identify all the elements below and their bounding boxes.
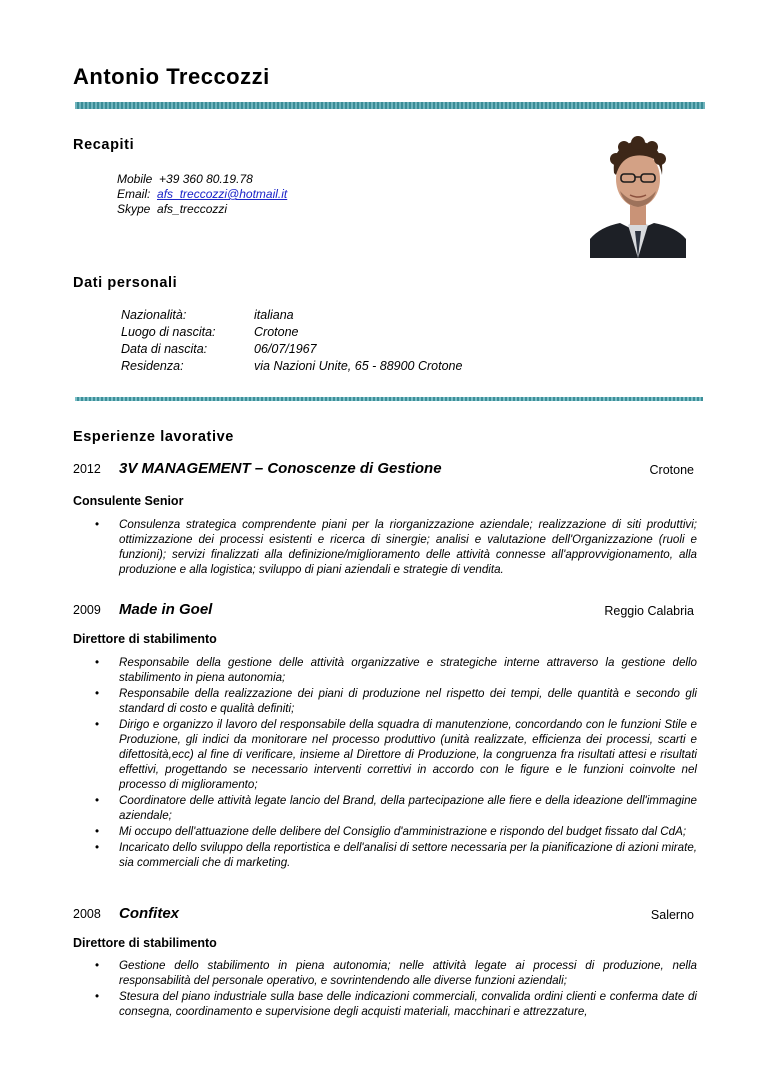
job-year: 2008 bbox=[73, 907, 101, 921]
personal-value: italiana bbox=[254, 308, 294, 322]
personal-row bbox=[121, 358, 462, 375]
list-item bbox=[92, 793, 697, 823]
header-divider bbox=[75, 102, 705, 109]
skype-value: afs_treccozzi bbox=[157, 202, 228, 216]
list-item bbox=[92, 958, 697, 988]
personal-row bbox=[121, 341, 462, 358]
contact-block bbox=[117, 172, 287, 217]
personal-data-table bbox=[121, 307, 462, 375]
personal-row bbox=[121, 307, 462, 324]
duty-text: Responsabile della gestione delle attività organizzative e strategiche interne attraverso la gestione dello stabilimento in piena autonomia; bbox=[119, 656, 697, 684]
bullet-icon: • bbox=[95, 656, 100, 669]
job-city: Crotone bbox=[649, 463, 694, 477]
personal-label: Nazionalità: bbox=[121, 308, 187, 322]
bullet-icon: • bbox=[95, 718, 100, 731]
job-city: Reggio Calabria bbox=[604, 604, 694, 618]
bullet-icon: • bbox=[95, 518, 100, 531]
job-company: Confitex bbox=[119, 905, 179, 922]
section-title-dati-personali: Dati personali bbox=[73, 275, 178, 291]
job-company: Made in Goel bbox=[119, 601, 213, 618]
mobile-label: Mobile bbox=[117, 172, 153, 186]
bullet-icon: • bbox=[95, 959, 100, 972]
bullet-icon: • bbox=[95, 990, 100, 1003]
cv-name: Antonio Treccozzi bbox=[73, 64, 270, 89]
bullet-icon: • bbox=[95, 841, 100, 854]
contact-email bbox=[117, 187, 287, 202]
job-duties-list bbox=[92, 958, 697, 1019]
mobile-value: +39 360 80.19.78 bbox=[159, 172, 253, 186]
bullet-icon: • bbox=[95, 687, 100, 700]
job-role: Consulente Senior bbox=[73, 494, 184, 508]
personal-label: Luogo di nascita: bbox=[121, 325, 216, 339]
job-year: 2012 bbox=[73, 462, 101, 476]
duty-text: Responsabile della realizzazione dei piani di produzione nel rispetto dei tempi, delle quantità e secondo gli standard di costo e qualità definiti; bbox=[119, 687, 697, 715]
personal-value: 06/07/1967 bbox=[254, 342, 317, 356]
section-title-recapiti: Recapiti bbox=[73, 137, 135, 153]
duty-text: Gestione dello stabilimento in piena autonomia; nelle attività legate ai processi di produzione, nella responsabilità del personale operativo, e sovrintendendo alle diverse funzioni aziendali; bbox=[119, 959, 697, 987]
bullet-icon: • bbox=[95, 794, 100, 807]
section-title-esperienze: Esperienze lavorative bbox=[73, 429, 234, 445]
personal-row bbox=[121, 324, 462, 341]
list-item bbox=[92, 840, 697, 870]
skype-label: Skype bbox=[117, 202, 151, 216]
contact-skype bbox=[117, 202, 287, 217]
duty-text: Stesura del piano industriale sulla base delle indicazioni commerciali, convalida ordini clienti e conferma date di consegna, coordinamento e supervisione degli acquisti materiali, macchinari e attrezzature, bbox=[119, 990, 697, 1018]
list-item bbox=[92, 517, 697, 577]
job-year: 2009 bbox=[73, 603, 101, 617]
email-label: Email: bbox=[117, 187, 151, 201]
profile-photo bbox=[590, 135, 686, 258]
personal-value: Crotone bbox=[254, 325, 299, 339]
list-item bbox=[92, 655, 697, 685]
job-company: 3V MANAGEMENT – Conoscenze di Gestione bbox=[119, 460, 442, 477]
personal-label: Residenza: bbox=[121, 359, 184, 373]
duty-text: Coordinatore delle attività legate lancio del Brand, della partecipazione alle fiere e della ideazione dell'immagine aziendale; bbox=[119, 794, 697, 822]
list-item bbox=[92, 717, 697, 792]
job-duties-list bbox=[92, 655, 697, 870]
list-item bbox=[92, 686, 697, 716]
job-role: Direttore di stabilimento bbox=[73, 632, 217, 646]
email-link[interactable]: afs_treccozzi@hotmail.it bbox=[157, 187, 288, 201]
contact-mobile bbox=[117, 172, 287, 187]
job-duties-list bbox=[92, 517, 697, 577]
personal-value: via Nazioni Unite, 65 - 88900 Crotone bbox=[254, 359, 463, 373]
job-role: Direttore di stabilimento bbox=[73, 936, 217, 950]
bullet-icon: • bbox=[95, 825, 100, 838]
list-item bbox=[92, 824, 697, 839]
list-item bbox=[92, 989, 697, 1019]
duty-text: Incaricato dello sviluppo della reportistica e dell'analisi di settore necessaria per la pianificazione di azioni mirate, sia commerciali che di marketing. bbox=[119, 841, 697, 869]
duty-text: Mi occupo dell'attuazione delle delibere del Consiglio d'amministrazione e rispondo del budget fissato dal CdA; bbox=[119, 825, 687, 838]
personal-label: Data di nascita: bbox=[121, 342, 208, 356]
duty-text: Consulenza strategica comprendente piani per la riorganizzazione aziendale; realizzazione di siti produttivi; ottimizzazione dei processi esistenti e ricerca di sinergie; analisi e valutazione dell'Organizzazione (ruoli e funzioni); servizi finalizzati alla definizione/miglioramento delle attività connesse all'approvvigionamento, alla produzione e alla logistica; sviluppo di piani aziendali e strategie di vendita. bbox=[119, 518, 697, 576]
section-divider bbox=[75, 397, 703, 401]
duty-text: Dirigo e organizzo il lavoro del responsabile della squadra di manutenzione, concordando con le funzioni Stile e Produzione, gli indici da monitorare nel processo produttivo (unità realizzate, efficienza dei processi, scarti e difettosità,ecc) al fine di verificare, insieme al Direttore di Produzione, la congruenza fra risultati attesi e risultati effettivi, progettando se necessario interventi correttivi in accordo con le figure e le funzioni coinvolte nel processo di miglioramento; bbox=[119, 718, 697, 791]
job-city: Salerno bbox=[650, 908, 694, 922]
